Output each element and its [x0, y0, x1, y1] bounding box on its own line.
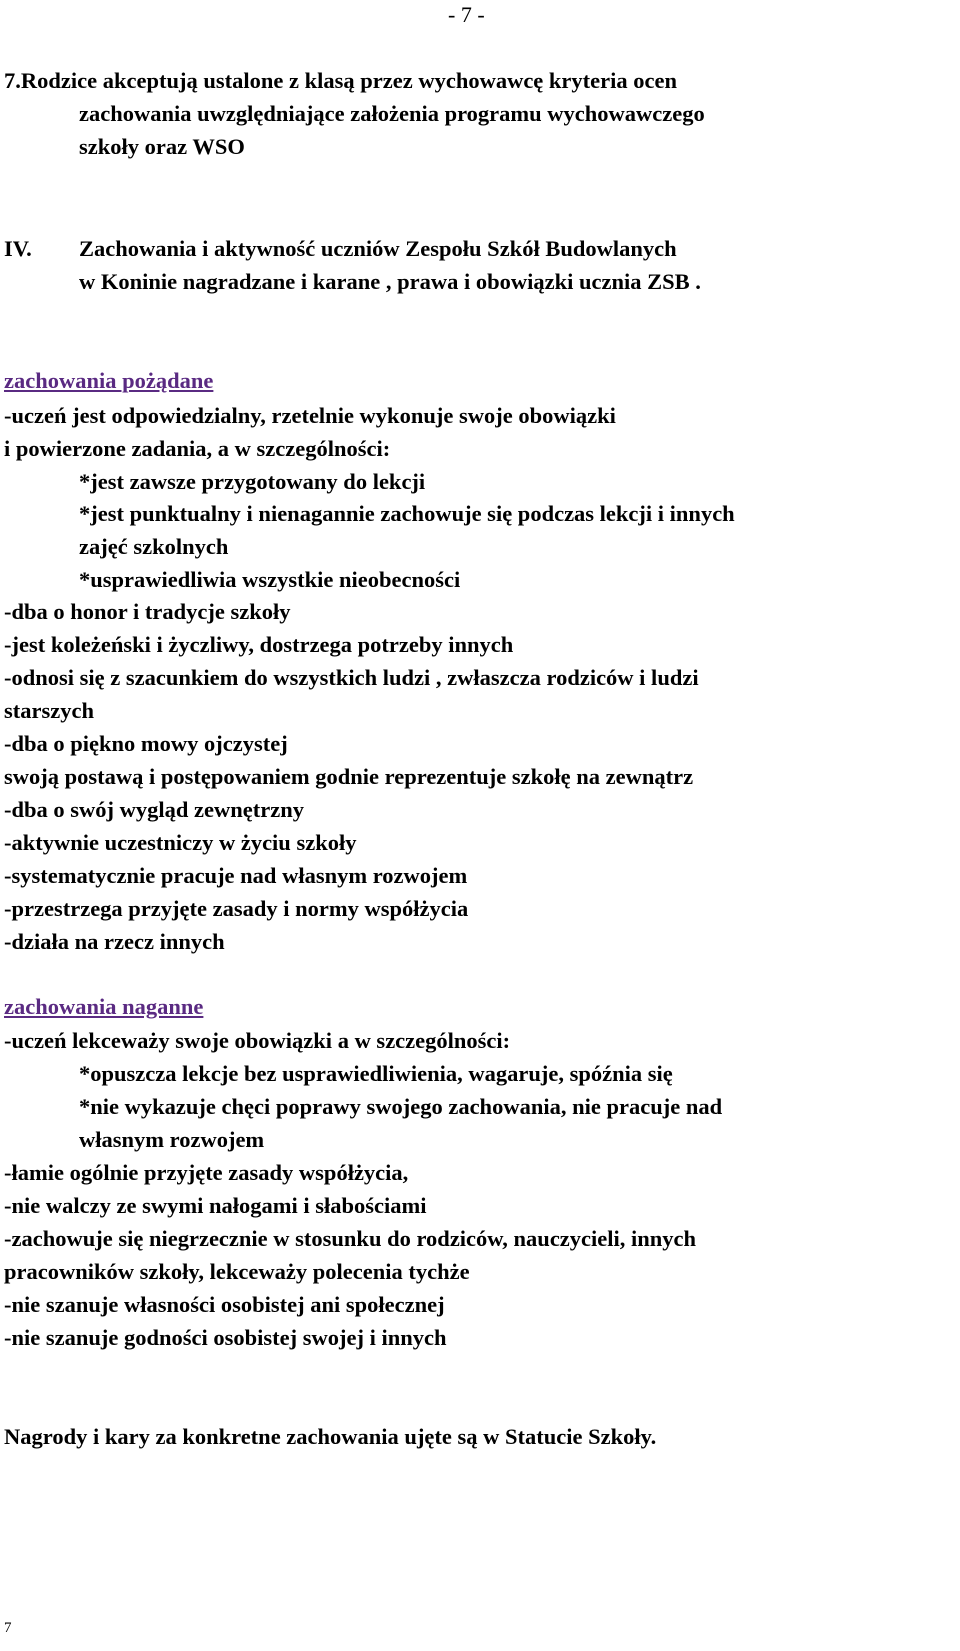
undesired-line-1: -uczeń lekceważy swoje obowiązki a w szczególności: [4, 1028, 511, 1053]
desired-line-1: -uczeń jest odpowiedzialny, rzetelnie wykonuje swoje obowiązki [4, 403, 616, 428]
undesired-line-6: -nie walczy ze swymi nałogami i słabościami [4, 1193, 427, 1218]
undesired-line-8: pracowników szkoły, lekceważy polecenia tychże [4, 1259, 470, 1284]
footer-page-number: 7 [4, 1620, 12, 1636]
desired-line-15: -systematycznie pracuje nad własnym rozwojem [4, 863, 468, 888]
desired-line-12: swoją postawą i postępowaniem godnie reprezentuje szkołę na zewnątrz [4, 764, 694, 789]
section-4-title-line-1: Zachowania i aktywność uczniów Zespołu Szkół Budowlanych [79, 236, 677, 261]
undesired-behaviour-heading: zachowania naganne [4, 994, 204, 1019]
desired-line-6: *usprawiedliwia wszystkie nieobecności [79, 567, 461, 592]
section-4-numeral: IV. [4, 236, 32, 261]
desired-line-9: -odnosi się z szacunkiem do wszystkich ludzi , zwłaszcza rodziców i ludzi [4, 665, 699, 690]
desired-behaviour-heading: zachowania pożądane [4, 368, 214, 393]
undesired-line-7: -zachowuje się niegrzecznie w stosunku do rodziców, nauczycieli, innych [4, 1226, 697, 1251]
desired-line-14: -aktywnie uczestniczy w życiu szkoły [4, 830, 357, 855]
desired-line-3: *jest zawsze przygotowany do lekcji [79, 469, 426, 494]
undesired-line-3: *nie wykazuje chęci poprawy swojego zachowania, nie pracuje nad [79, 1094, 723, 1119]
desired-line-17: -działa na rzecz innych [4, 929, 225, 954]
desired-line-16: -przestrzega przyjęte zasady i normy współżycia [4, 896, 469, 921]
desired-line-13: -dba o swój wygląd zewnętrzny [4, 797, 304, 822]
undesired-line-10: -nie szanuje godności osobistej swojej i innych [4, 1325, 447, 1350]
desired-line-10: starszych [4, 698, 94, 723]
undesired-line-5: -łamie ogólnie przyjęte zasady współżycia, [4, 1160, 409, 1185]
desired-line-5: zajęć szkolnych [79, 534, 229, 559]
point-7-line-2: zachowania uwzględniające założenia programu wychowawczego [79, 101, 705, 126]
point-7-line-3: szkoły oraz WSO [79, 134, 245, 159]
undesired-line-4: własnym rozwojem [79, 1127, 265, 1152]
desired-line-8: -jest koleżeński i życzliwy, dostrzega potrzeby innych [4, 632, 514, 657]
desired-line-4: *jest punktualny i nienagannie zachowuje się podczas lekcji i innych [79, 501, 735, 526]
desired-line-2: i powierzone zadania, a w szczególności: [4, 436, 391, 461]
page-number: - 7 - [448, 2, 485, 27]
undesired-line-9: -nie szanuje własności osobistej ani społecznej [4, 1292, 445, 1317]
point-7-line-1: 7.Rodzice akceptują ustalone z klasą przez wychowawcę kryteria ocen [4, 68, 678, 93]
desired-line-11: -dba o piękno mowy ojczystej [4, 731, 288, 756]
section-4-title-line-2: w Koninie nagradzane i karane , prawa i obowiązki ucznia ZSB . [79, 269, 701, 294]
desired-line-7: -dba o honor i tradycje szkoły [4, 599, 291, 624]
closing-statement: Nagrody i kary za konkretne zachowania ujęte są w Statucie Szkoły. [4, 1424, 657, 1449]
undesired-line-2: *opuszcza lekcje bez usprawiedliwienia, wagaruje, spóźnia się [79, 1061, 673, 1086]
